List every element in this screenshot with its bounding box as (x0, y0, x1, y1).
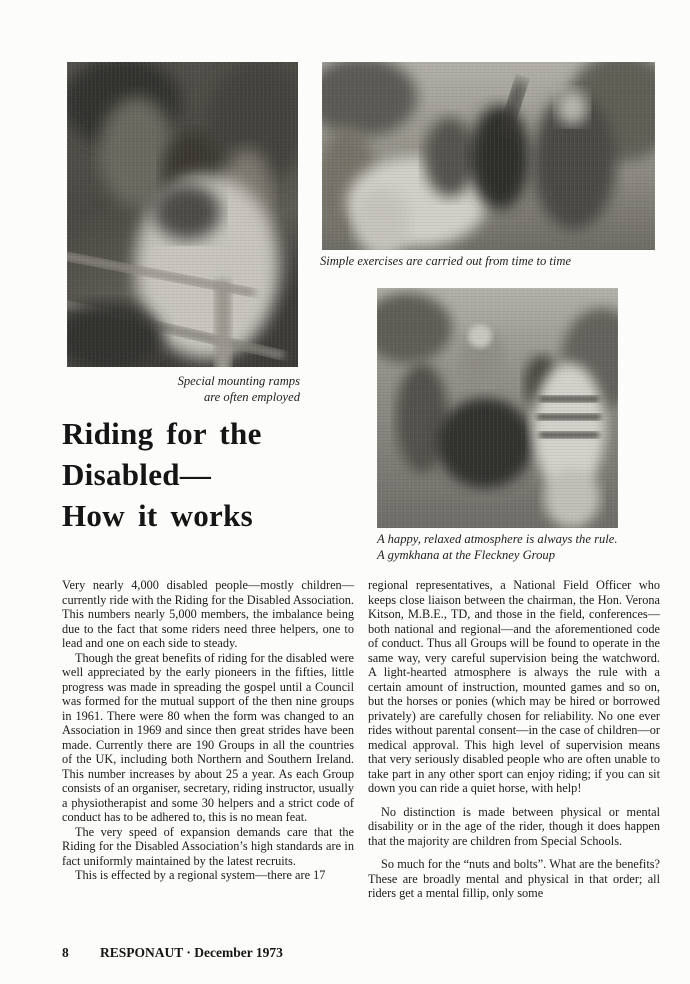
body-column-left (62, 578, 354, 883)
exercises-illustration (322, 62, 655, 250)
article-title-line1: Riding for the (62, 416, 262, 451)
caption-gymkhana-line2: A gymkhana at the Fleckney Group (377, 547, 556, 562)
paragraph: The very speed of expansion demands care that the Riding for the Disabled Association’s high standards are in fact uniformly maintained by the latest recruits. (62, 824, 354, 868)
photo-gymkhana (377, 288, 618, 528)
caption-mounting-ramp (62, 374, 300, 405)
paragraph: regional representatives, a National Field Officer who keeps close liaison between the chairman, the Hon. Verona Kitson, M.B.E., TD, and those in the field, conferences—both national and regional—and the aforementioned code of conduct. Thus all Groups will be found to operate in the same way, very careful supervision being the watchword. A light-hearted atmosphere is always the rule with a certain amount of instruction, mounted games and so on, but the horses or ponies (which may be hired or borrowed privately) are carefully chosen for reliability. No one ever rides without parental consent—in the case of children—or medical approval. This high level of supervision means that very seriously disabled people who are often unable to take part in any other sport can enjoy riding; if you can sit down you can ride a quiet horse, with help! (368, 578, 660, 795)
caption-mounting-line2: are often employed (203, 389, 300, 404)
caption-gymkhana (377, 532, 677, 563)
article-title-line2: Disabled— (62, 457, 212, 492)
photo-simple-exercises (322, 62, 655, 250)
magazine-name-date: RESPONAUT · December 1973 (100, 945, 283, 960)
mounting-ramp-illustration (67, 62, 298, 367)
page-footer (62, 945, 283, 961)
gymkhana-illustration (377, 288, 618, 528)
caption-simple-exercises (320, 254, 660, 270)
page-number: 8 (62, 945, 69, 960)
caption-exercises-text: Simple exercises are carried out from time to time (320, 254, 572, 268)
article-title (62, 413, 362, 536)
paragraph: This is effected by a regional system—there are 17 (75, 868, 326, 882)
photo-mounting-ramp (67, 62, 298, 367)
caption-mounting-line1: Special mounting ramps (177, 374, 300, 388)
paragraph: Though the great benefits of riding for the disabled were well appreciated by the early pioneers in the fifties, little progress was made in spreading the gospel until a Council was formed for the mutual support of the then nine groups in 1961. There were 80 when the form was changed to an Association in 1969 and since then great strides have been made. Currently there are 190 Groups in all the countries of the UK, including both Northern and Southern Ireland. This number increases by about 25 a year. As each Group consists of an organiser, secretary, riding instructor, usually a physiotherapist and some 30 helpers and a strict code of conduct has to be adhered to, this is no mean feat. (62, 650, 354, 824)
body-column-right (368, 578, 660, 901)
paragraph: No distinction is made between physical or mental disability or in the age of the rider, though it does happen that the majority are children from Special Schools. (368, 804, 660, 848)
article-title-line3: How it works (62, 498, 253, 533)
paragraph: Very nearly 4,000 disabled people—mostly children—currently ride with the Riding for the Disabled Association. This numbers nearly 5,000 members, the imbalance being due to the fact that some riders need three helpers, one to lead and one on each side to steady. (62, 578, 354, 650)
paragraph: So much for the “nuts and bolts”. What are the benefits? These are broadly mental and physical in that order; all riders get a mental fillip, only some (368, 857, 660, 900)
caption-gymkhana-line1: A happy, relaxed atmosphere is always the rule. (377, 532, 618, 546)
